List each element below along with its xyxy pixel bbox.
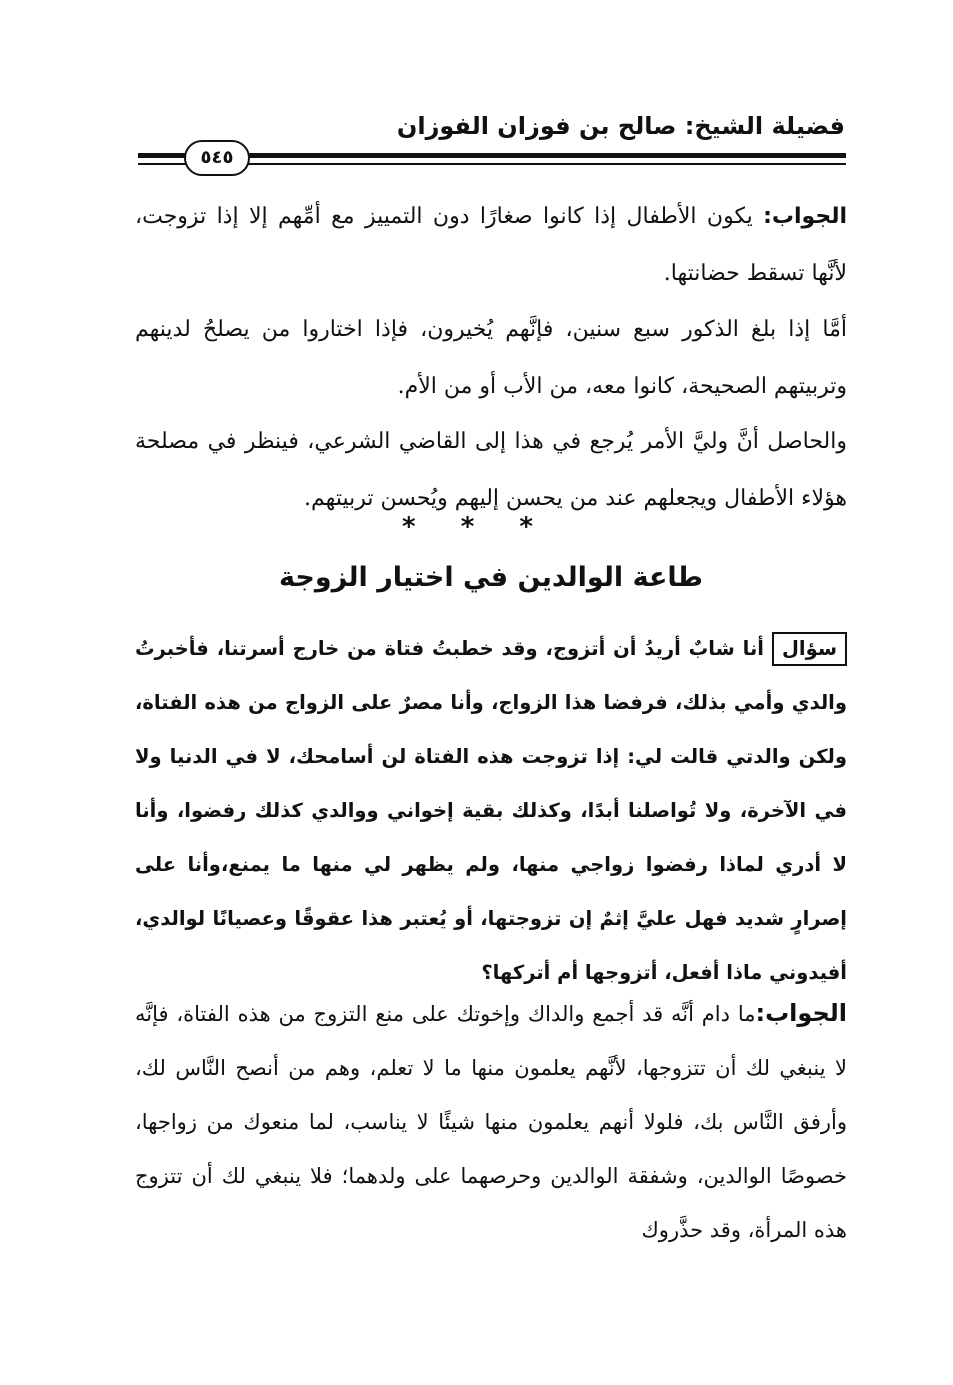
running-header-title: فضيلة الشيخ: صالح بن فوزان الفوزان: [396, 112, 845, 140]
paragraph-text: يكون الأطفال إذا كانوا صغارًا دون التمييز مع أمِّهم إلا إذا تزوجت، لأنَّها تسقط حضانتها.: [135, 204, 847, 286]
section-title: طاعة الوالدين في اختيار الزوجة: [279, 562, 703, 593]
answer-lead-label: الجواب:: [763, 204, 847, 229]
answer-lead-label: الجواب:: [755, 999, 847, 1027]
answer-text: ما دام أنَّه قد أجمع والداك وإخوتك على منع التزوج من هذه الفتاة، فإنَّه لا ينبغي لك أن تتزوجها، لأنَّهم يعلمون منها ما لا تعلم، وهم من أنصح النَّاس لك، وأرفق النَّاس بك، فلولا أنهم يعلمون منها شيئًا لا يناسب، لما منعوك من زواجها، خصوصًا الوالدين، وشفقة الوالدين وحرصهما على ولدهما؛ فلا ينبغي لك أن تتزوج هذه المرأة، وقد حذَّروك: [135, 1002, 847, 1242]
paragraph-3: [135, 413, 847, 527]
answer-block: [135, 986, 847, 1257]
paragraph-text: أمَّا إذا بلغ الذكور سبع سنين، فإنَّهم يُخيرون، فإذا اختاروا من يصلحُ لدينهم وتربيتهم الصحيحة، كانوا معه، من الأب أو من الأم.: [135, 317, 847, 399]
page-number-badge: ٥٤٥: [184, 140, 250, 176]
section-separator: * * *: [402, 512, 551, 542]
question-block: [135, 622, 847, 1000]
question-label-box: سؤال: [772, 632, 847, 666]
paragraph-1: [135, 188, 847, 302]
paragraph-text: والحاصل أنَّ وليَّ الأمر يُرجع في هذا إلى القاضي الشرعي، فينظر في مصلحة هؤلاء الأطفال ويجعلهم عند من يحسن إليهم ويُحسن تربيتهم.: [135, 429, 847, 511]
question-text: أنا شابٌ أريدُ أن أتزوج، وقد خطبتُ فتاة من خارج أسرتنا، فأخبرتُ والدي وأمي بذلك، فرفضا هذا الزواج، وأنا مصرٌ على الزواج من هذه الفتاة، ولكن والدتي قالت لي: إذا تزوجت هذه الفتاة لن أسامحك، لا في الدنيا ولا في الآخرة، ولا تُواصلنا أبدًا، وكذلك بقية إخواني ووالدي كذلك رفضوا، وأنا لا أدري لماذا رفضوا زواجي منها، ولم يظهر لي منها ما يمنع،وأنا على إصرارٍ شديد فهل عليَّ إثمٌ إن تزوجتها، أو يُعتبر هذا عقوقًا وعصيانًا لوالدي، أفيدوني ماذا أفعل، أتزوجها أم أتركها؟: [135, 637, 847, 984]
paragraph-2: [135, 301, 847, 415]
